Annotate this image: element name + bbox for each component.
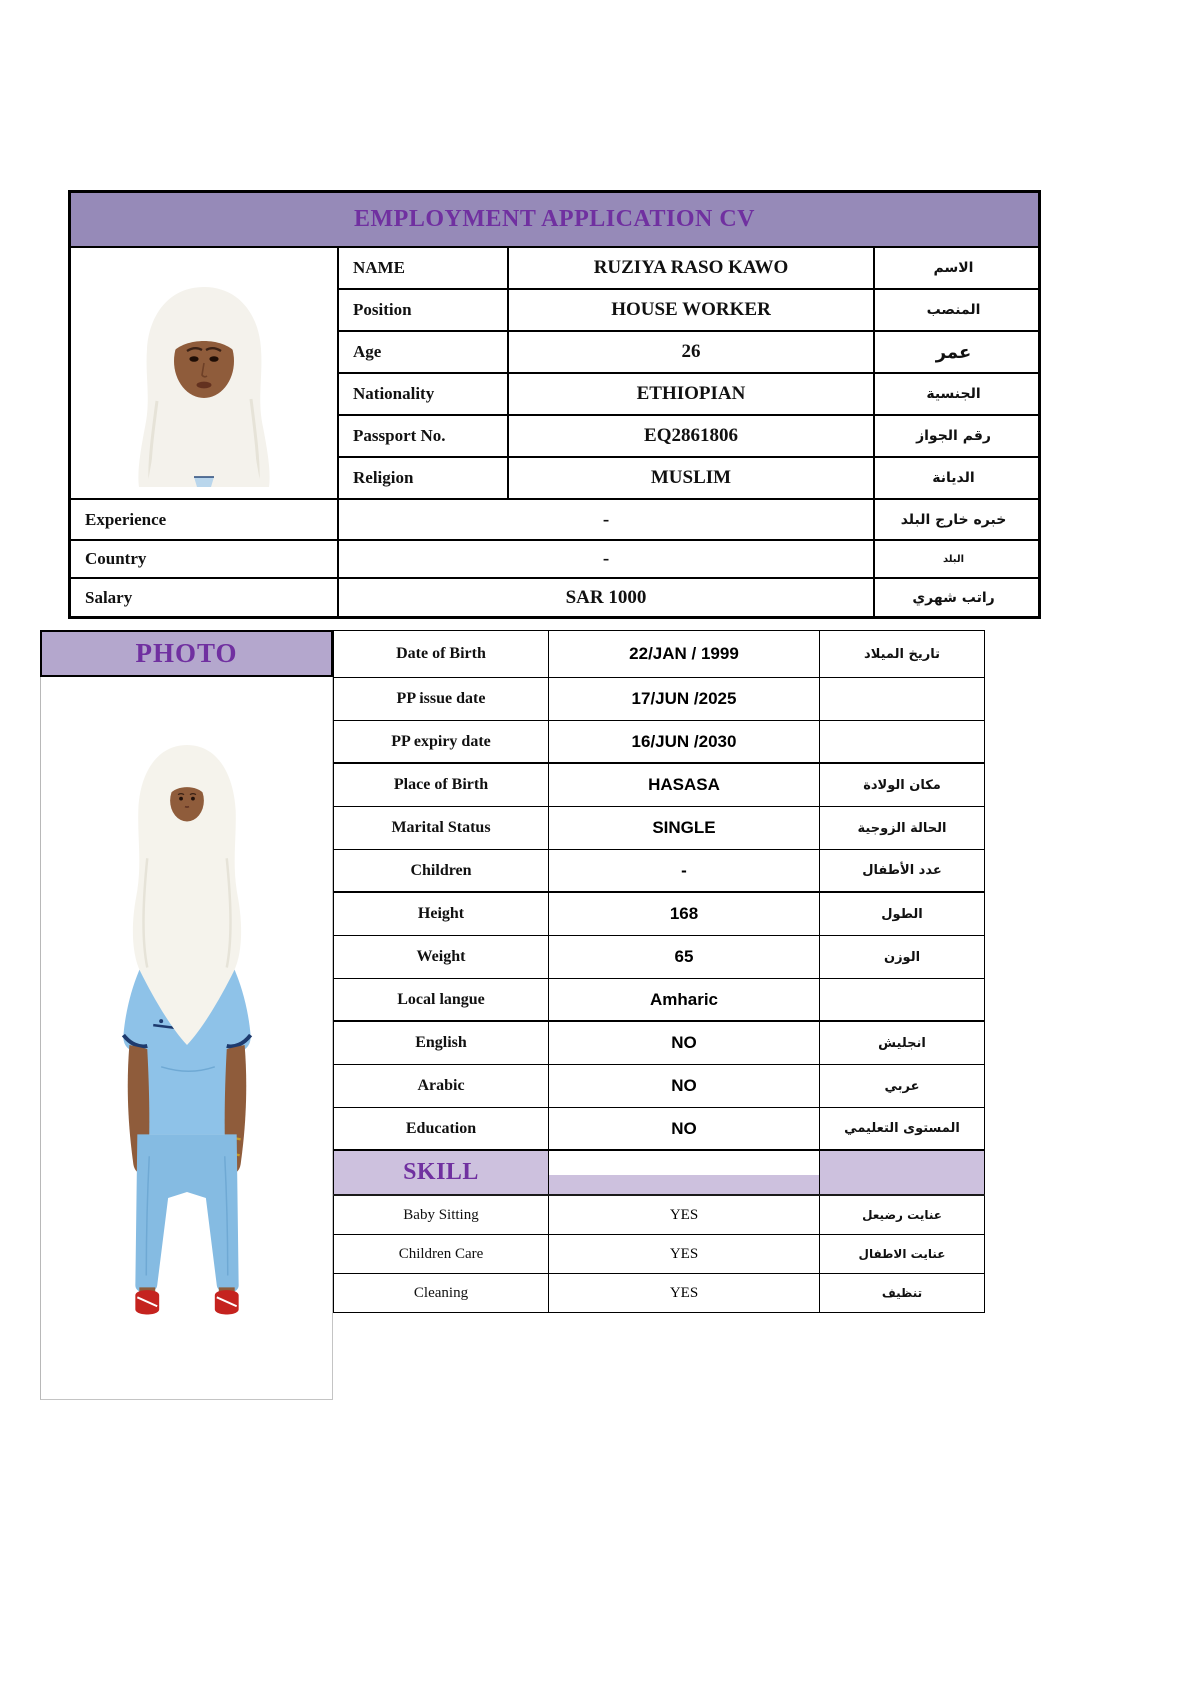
skill-value: YES — [549, 1274, 820, 1312]
skill-label: Cleaning — [333, 1274, 549, 1312]
skill-label-arabic: عنايت رضيعل — [820, 1196, 985, 1234]
table-row — [333, 1065, 985, 1108]
field-label: Local langue — [333, 979, 549, 1020]
table-row — [333, 631, 985, 678]
table-row — [333, 1022, 985, 1065]
field-label-arabic — [820, 721, 985, 762]
field-value: 16/JUN /2030 — [549, 721, 820, 762]
field-value: SINGLE — [549, 807, 820, 849]
field-label-arabic: رقم الجواز — [875, 416, 1038, 456]
field-value: NO — [549, 1065, 820, 1107]
field-value: - — [339, 500, 873, 539]
field-value: 65 — [549, 936, 820, 978]
table-row — [333, 1196, 985, 1235]
field-label: Salary — [71, 579, 337, 616]
table-row — [333, 1151, 985, 1196]
field-label: Arabic — [333, 1065, 549, 1107]
field-label: Date of Birth — [333, 631, 549, 677]
table-row — [333, 1108, 985, 1151]
field-label-arabic — [820, 678, 985, 720]
field-label-arabic — [820, 979, 985, 1020]
applicant-fullbody-photo — [101, 739, 273, 1345]
details-rows — [333, 630, 985, 1313]
field-value: Amharic — [549, 979, 820, 1020]
skill-label: Children Care — [333, 1235, 549, 1273]
table-row — [333, 936, 985, 979]
page-title: EMPLOYMENT APPLICATION CV — [68, 190, 1041, 246]
field-label-arabic: المنصب — [875, 290, 1038, 330]
table-row — [333, 1235, 985, 1274]
field-label-arabic: الوزن — [820, 936, 985, 978]
field-label: Place of Birth — [333, 764, 549, 806]
field-label-arabic: عمر — [875, 332, 1038, 372]
field-value: SAR 1000 — [339, 579, 873, 616]
field-value: MUSLIM — [509, 458, 873, 498]
table-row — [333, 893, 985, 936]
field-label: Marital Status — [333, 807, 549, 849]
field-value: NO — [549, 1108, 820, 1149]
field-label: Age — [339, 332, 507, 372]
table-row — [333, 1274, 985, 1313]
skill-section-header: SKILL — [333, 1151, 549, 1194]
field-value: 17/JUN /2025 — [549, 678, 820, 720]
skill-value: YES — [549, 1235, 820, 1273]
field-label-arabic: البلد — [875, 541, 1038, 577]
field-label-arabic: خبره خارج البلد — [875, 500, 1038, 539]
field-label-arabic: المستوى التعليمي — [820, 1108, 985, 1149]
field-label-arabic: عربي — [820, 1065, 985, 1107]
field-value: ETHIOPIAN — [509, 374, 873, 414]
field-label: PP expiry date — [333, 721, 549, 762]
table-row — [333, 850, 985, 893]
headshot-photo-cell — [71, 248, 337, 498]
applicant-headshot-photo — [109, 281, 299, 493]
skill-header-spacer-arabic — [820, 1151, 985, 1194]
field-value: NO — [549, 1022, 820, 1064]
table-row — [333, 678, 985, 721]
field-label-arabic: تاريخ الميلاد — [820, 631, 985, 677]
field-label-arabic: انجليش — [820, 1022, 985, 1064]
field-label: Weight — [333, 936, 549, 978]
field-label-arabic: مكان الولادة — [820, 764, 985, 806]
skill-value: YES — [549, 1196, 820, 1234]
field-label: Country — [71, 541, 337, 577]
field-label-arabic: الاسم — [875, 248, 1038, 288]
table-row — [333, 979, 985, 1022]
field-label: Nationality — [339, 374, 507, 414]
skill-label: Baby Sitting — [333, 1196, 549, 1234]
field-value: HASASA — [549, 764, 820, 806]
field-label: Education — [333, 1108, 549, 1149]
field-label: NAME — [339, 248, 507, 288]
field-value: 22/JAN / 1999 — [549, 631, 820, 677]
applicant-info-table — [68, 190, 1041, 619]
photo-section-header: PHOTO — [40, 630, 333, 677]
field-value: - — [549, 850, 820, 891]
field-label: Experience — [71, 500, 337, 539]
field-label: Position — [339, 290, 507, 330]
field-value: - — [339, 541, 873, 577]
fullbody-photo-cell — [40, 677, 333, 1400]
field-label: Religion — [339, 458, 507, 498]
table-row — [333, 721, 985, 764]
field-label-arabic: الحالة الزوجية — [820, 807, 985, 849]
skill-label-arabic: عنايت الاطفال — [820, 1235, 985, 1273]
field-label-arabic: راتب شهري — [875, 579, 1038, 616]
field-label-arabic: الديانة — [875, 458, 1038, 498]
field-label-arabic: الجنسية — [875, 374, 1038, 414]
field-label: Children — [333, 850, 549, 891]
field-label-arabic: الطول — [820, 893, 985, 935]
field-value: 168 — [549, 893, 820, 935]
field-label: Height — [333, 893, 549, 935]
field-label: English — [333, 1022, 549, 1064]
field-label: PP issue date — [333, 678, 549, 720]
table-row — [333, 764, 985, 807]
field-label: Passport No. — [339, 416, 507, 456]
field-value: HOUSE WORKER — [509, 290, 873, 330]
field-value: EQ2861806 — [509, 416, 873, 456]
field-label-arabic: عدد الأطفال — [820, 850, 985, 891]
field-value: 26 — [509, 332, 873, 372]
skill-label-arabic: تنظيف — [820, 1274, 985, 1312]
table-row — [333, 807, 985, 850]
skill-header-spacer — [549, 1151, 820, 1194]
field-value: RUZIYA RASO KAWO — [509, 248, 873, 288]
